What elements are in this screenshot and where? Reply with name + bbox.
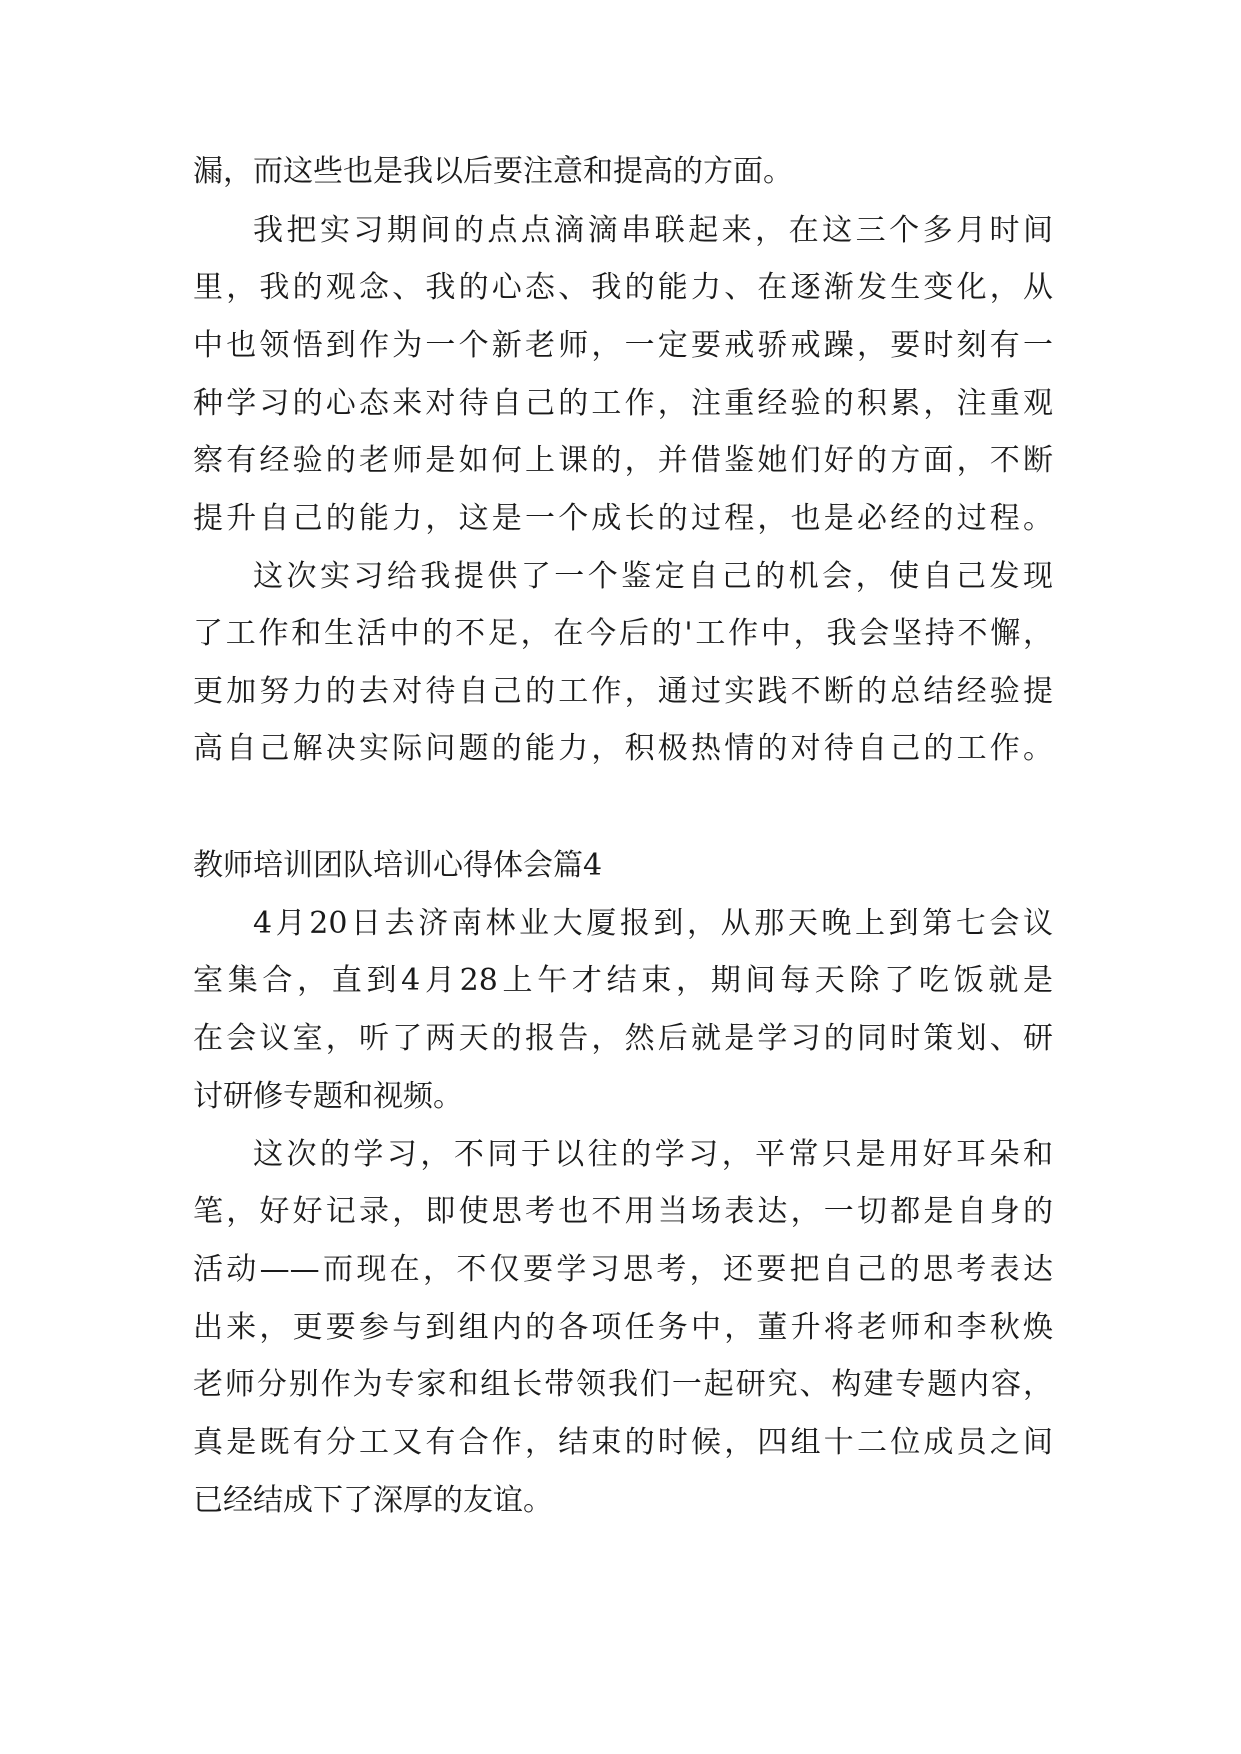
paragraph-line: 活动——而现在，不仅要学习思考，还要把自己的思考表达: [193, 1252, 1053, 1287]
paragraph-line: 这次的学习，不同于以往的学习，平常只是用好耳朵和: [253, 1137, 1053, 1172]
paragraph-line: 察有经验的老师是如何上课的，并借鉴她们好的方面，不断: [193, 443, 1053, 478]
paragraph-line: 中也领悟到作为一个新老师，一定要戒骄戒躁，要时刻有一: [193, 328, 1053, 363]
paragraph-line: 提升自己的能力，这是一个成长的过程，也是必经的过程。: [193, 501, 1053, 536]
paragraph-line: 了工作和生活中的不足，在今后的'工作中，我会坚持不懈，: [193, 616, 1053, 651]
paragraph-line: 出来，更要参与到组内的各项任务中，董升将老师和李秋焕: [193, 1310, 1053, 1345]
paragraph-line: 我把实习期间的点点滴滴串联起来，在这三个多月时间: [253, 213, 1053, 248]
paragraph-line: 真是既有分工又有合作，结束的时候，四组十二位成员之间: [193, 1425, 1053, 1460]
paragraph-line: 里，我的观念、我的心态、我的能力、在逐渐发生变化，从: [193, 270, 1053, 305]
paragraph-line: 4月20日去济南林业大厦报到，从那天晚上到第七会议: [253, 906, 1053, 941]
paragraph-line: 漏，而这些也是我以后要注意和提高的方面。: [193, 154, 793, 189]
paragraph-line: 笔，好好记录，即使思考也不用当场表达，一切都是自身的: [193, 1194, 1053, 1229]
paragraph-line: 在会议室，听了两天的报告，然后就是学习的同时策划、研: [193, 1021, 1053, 1056]
paragraph-line: 高自己解决实际问题的能力，积极热情的对待自己的工作。: [193, 731, 1053, 766]
section-heading: 教师培训团队培训心得体会篇4: [193, 848, 603, 883]
paragraph-line: 老师分别作为专家和组长带领我们一起研究、构建专题内容，: [193, 1367, 1053, 1402]
paragraph-line: 已经结成下了深厚的友谊。: [193, 1483, 553, 1518]
paragraph-line: 更加努力的去对待自己的工作，通过实践不断的总结经验提: [193, 674, 1053, 709]
paragraph-line: 这次实习给我提供了一个鉴定自己的机会，使自己发现: [253, 559, 1053, 594]
paragraph-line: 室集合，直到4月28上午才结束，期间每天除了吃饭就是: [193, 963, 1053, 998]
paragraph-line: 种学习的心态来对待自己的工作，注重经验的积累，注重观: [193, 386, 1053, 421]
paragraph-line: 讨研修专题和视频。: [193, 1079, 463, 1114]
